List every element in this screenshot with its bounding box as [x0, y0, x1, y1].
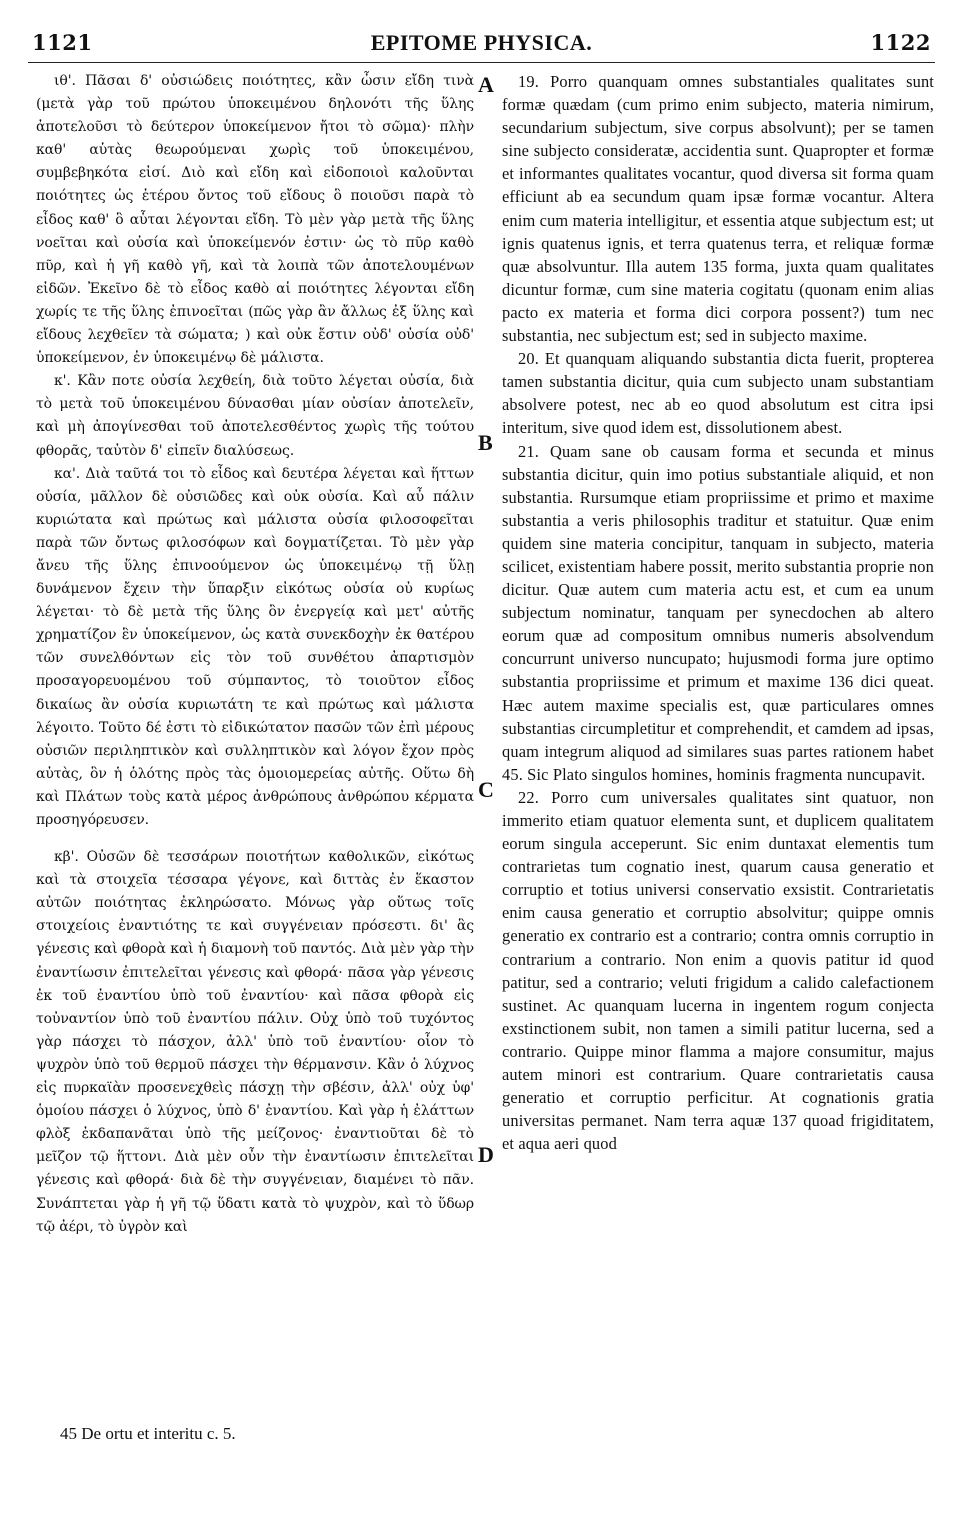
margin-letter-a: A	[478, 72, 494, 97]
latin-paragraph-22: 22. Porro cum universales qualitates sint quatuor, non immerito etiam quatuor elementa sunt, et duplicem qualitatem eorum singula acceperunt. Sic enim duntaxat elementis tum contrarietas tum cognatio inest, quarum causa generatio et corruptio et totius universi conservatio exsistit. Contrarietatis enim causa generatio et corruptio absolvitur; quippe omnis generatio ex contrario est a contrario; contra omnis corruptio in contrarium a contrario. Non enim a quovis patitur id quod patitur, sed a contrario; veluti frigidum a calido calefactionem sustinet. Ac quanquam lucerna in ingentem rogum conjecta exstinctionem subit, non tamen a simili patitur lucerna, sed a contrario. Quippe minor flamma a majore consumitur, majus autem minori est contrarium. Quare contrarietatis causa generatio et corruptio perficitur. At cognationis gratia universitas permanet. Nam terra aquæ 137 quoad frigiditatem, et aqua aeri quod	[502, 787, 934, 1154]
greek-paragraph-19: ιθ'. Πᾶσαι δ' οὐσιώδεις ποιότητες, κἂν ὦσιν εἴδη τινὰ (μετὰ γὰρ τοῦ πρώτου ὑποκειμένου δηλονότι τῆς ὕλης ἀποτελοῦσι τὸ δεύτερον ὑποκείμενον ἤτοι τὸ σῶμα)· πλὴν καθ' αὑτὰς θεωρούμεναι χωρὶς τοῦ ὑποκειμένου, συμβεβηκότα εἰσί. Διὸ καὶ εἴδη καὶ εἰδοποιοὶ καλοῦνται ποιότητες ὡς ἑτέρου ὄντος τοῦ εἴδους ὃ ποιοῦσι παρὰ τὸ εἶδος καθ' ὃ αὗται λέγονται εἴδη. Τὸ μὲν γὰρ μετὰ τῆς ὕλης νοεῖται καὶ οὐσία καὶ ὑποκείμενόν ἐστιν· ὡς τὸ πῦρ καθὸ πῦρ, καὶ ἡ γῆ καθὸ γῆ, καὶ τὰ λοιπὰ τῶν ἀποτελουμένων εἰδῶν. Ἐκεῖνο δὲ τὸ εἶδος καθὸ αἱ ποιότητες λέγονται εἴδη χωρίς τε τῆς ὕλης ἐπινοεῖται (πῶς γὰρ ἂν ἄλλως ἐξ ὕλης καὶ εἴδους λεχθεῖεν τὰ σώματα; ) καὶ οὐκ ἔστιν οὐδ' οὐσία οὐδ' ὑποκείμενον, ἐν ὑποκειμένῳ δὲ μάλιστα.	[36, 73, 474, 367]
greek-paragraph-22: κβ'. Οὐσῶν δὲ τεσσάρων ποιοτήτων καθολικῶν, εἰκότως καὶ τὰ στοιχεῖα τέσσαρα γέγονε, καὶ διττὰς ἐν ἕκαστον αὐτῶν ποιότητας ἐκληρώσατο. Μόνως γὰρ οὕτως τοῖς στοιχείοις ἐναντιότης τε καὶ συγγένειαν πρόσεστι. δι' ἃς γένεσις καὶ φθορὰ καὶ ἡ διαμονὴ τοῦ παντός. Διὰ μὲν γὰρ τὴν ἐναντίωσιν ἐπιτελεῖται γένεσις καὶ φθορά· πᾶσα γὰρ γένεσις ἐκ τοῦ ἐναντίου ὑπὸ τοῦ ἐναντίου· καὶ πᾶσα φθορὰ εἰς τοὐναντίον ὑπὸ τοῦ ἐναντίου πάλιν. Οὐχ ὑπὸ τοῦ τυχόντος γὰρ πάσχει τὸ πάσχον, ἀλλ' ὑπὸ τοῦ ἐναντίου· οἷον τὸ ψυχρὸν ὑπὸ τοῦ θερμοῦ πάσχει τὴν θέρμανσιν. Κἂν ὁ λύχνος εἰς πυρκαϊὰν προσενεχθεὶς πάσχῃ τὴν σβέσιν, ἀλλ' οὐχ ὑφ' ὁμοίου πάσχει ὁ λύχνος, ὑπὸ δ' ἐναντίου. Καὶ γὰρ ἡ ἐλάττων φλὸξ ἐκδαπανᾶται ὑπὸ τῆς μείζονος· ἐναντιοῦται δὲ τὸ μεῖζον τῷ ἥττονι. Διὰ μὲν οὖν τὴν ἐναντίωσιν ἐπιτελεῖται γένεσις καὶ φθορά· διὰ δὲ τὴν συγγένειαν, διαμένει τὸ πᾶν. Συνάπτεται γὰρ ἡ γῆ τῷ ὕδατι κατὰ τὸ ψυχρὸν, καὶ τὸ ὕδωρ τῷ ἀέρι, τὸ ὑγρὸν καὶ	[36, 849, 474, 1235]
latin-column	[502, 70, 934, 1155]
page-header	[28, 30, 935, 60]
latin-paragraph-20: 20. Et quanquam aliquando substantia dicta fuerit, propterea tamen substantia dicitur, quia cum subjecto unam substantiam absolvere potest, nec ab eo quod absolutum est citra ipsi interitum, sive quod idem est, dissolutionem abest.	[502, 349, 934, 438]
margin-letter-b: B	[478, 430, 493, 455]
left-column-number: 1121	[32, 30, 93, 55]
footnote: 45 De ortu et interitu c. 5.	[60, 1424, 236, 1443]
header-rule	[28, 62, 935, 63]
greek-paragraph-20: κ'. Κἂν ποτε οὐσία λεχθείη, διὰ τοῦτο λέγεται οὐσία, διὰ τὸ μετὰ τοῦ ὑποκειμένου δύνασθαι μίαν οὐσίαν ἀποτελεῖν, καὶ μὴ ἀπογίνεσθαι τοῦ ἀποτελεσθέντος χωρὶς τῆς τούτου φθορᾶς, ταὐτὸν δ' εἰπεῖν διαλύσεως.	[36, 373, 474, 459]
greek-paragraph-21: κα'. Διὰ ταῦτά τοι τὸ εἶδος καὶ δευτέρα λέγεται καὶ ἥττων οὐσία, μᾶλλον δὲ οὐσιῶδες καὶ οὐκ οὐσία. Καὶ αὖ πάλιν κυριώτατα καὶ πρώτως καὶ μάλιστα οὐσία φιλοσοφεῖται παρὰ τῶν ὄντως φιλοσόφων καὶ δογματίζεται. Τὸ μὲν γὰρ ἄνευ τῆς ὕλης ἐπινοούμενον ὡς ὑποκειμένῳ τῇ ὕλῃ δυνάμενον ἔχειν τὴν ὕπαρξιν εἰκότως οὐσία οὐ κυρίως λέγεται· τὸ δὲ μετὰ τῆς ὕλης ὂν ἐνεργείᾳ καὶ μετ' αὐτῆς χρηματίζον ἓν ὑποκείμενον, ὡς κατὰ συνεκδοχὴν ἐκ θατέρου τῶν συνελθόντων εἰς τὸν τοῦ συνθέτου ἀπαρτισμὸν προσαγορευομένου τοῦ σύμπαντος, τὸ τοιοῦτον εἶδος δικαίως ἂν οὐσία κυριωτάτη τε καὶ πρώτως καὶ μάλιστα λέγοιτο. Τοῦτο δέ ἐστι τὸ εἰδικώτατον πασῶν τῶν ἐπὶ μέρους οὐσιῶν περιληπτικὸν καὶ συλληπτικὸν καὶ λόγον ἔχον πρὸς αὐτὰς, ὃν ἡ ὁλότης πρὸς τὰς ὁμοιομερείας αὐτῆς. Οὕτω δὴ καὶ Πλάτων τοὺς κατὰ μέρος ἀνθρώπους ἀνθρώπου κέρματα προσηγόρευσεν.	[36, 465, 474, 828]
greek-column	[36, 70, 474, 1239]
margin-letter-c: C	[478, 777, 494, 802]
latin-paragraph-19: 19. Porro quanquam omnes substantiales qualitates sunt formæ quædam (cum primo enim subjecto, materia nimirum, secundarium subjectum, sive corpus absolvunt); per se tamen sine subjecto consideratæ, accidentia sunt. Quapropter et formæ et informantes qualitates vocantur, quod diversa sit forma quam efficiunt ab ea secundum quam ipsæ formæ vocantur. Altera enim cum materia intelligitur, et essentia atque subjectum est; ut ignis quatenus ignis, et terra quatenus terra, et reliquæ formæ quæ absolvuntur. Illa autem 135 forma, juxta quam qualitates dicuntur formæ, cum sine materia cogitatu (quonam enim alias pacto ex materia et forma dici corpora possent?) tum nec substantia, nec subjectum est; sed in subjecto maxime.	[502, 72, 934, 346]
margin-letter-d: D	[478, 1142, 494, 1167]
running-title: EPITOME PHYSICA.	[370, 30, 593, 55]
right-column-number: 1122	[870, 30, 931, 55]
latin-paragraph-21: 21. Quam sane ob causam forma et secunda et minus substantia dicitur, quin imo potius substantiale aliquid, et non substantia. Rursumque etiam propriissime et primo et maxime substantia a veris philosophis traditur et statuitur. Quæ enim quidem sine materia concipitur, tanquam in subjecto, materia scilicet, existentiam habere possit, merito substantia proprie non dicitur. Quæ autem cum materia actu est, et cum ea unum subjectum nominatur, tanquam per synecdochen ab altero eorum quæ ad compositum omnibus numeris absolvendum concurrunt universo nuncupato; hujusmodi forma jure optimo substantia propriissime et primum et maxime 136 dici queat. Hæc autem maxime specialis est, quæ particulares omnes substantias circumpletitur et comprehendit, et camdem ad ipsas, quam integrum aliquod ad similares suas partes rationem habet 45. Sic Plato singulos homines, hominis fragmenta nuncupavit.	[502, 441, 934, 784]
